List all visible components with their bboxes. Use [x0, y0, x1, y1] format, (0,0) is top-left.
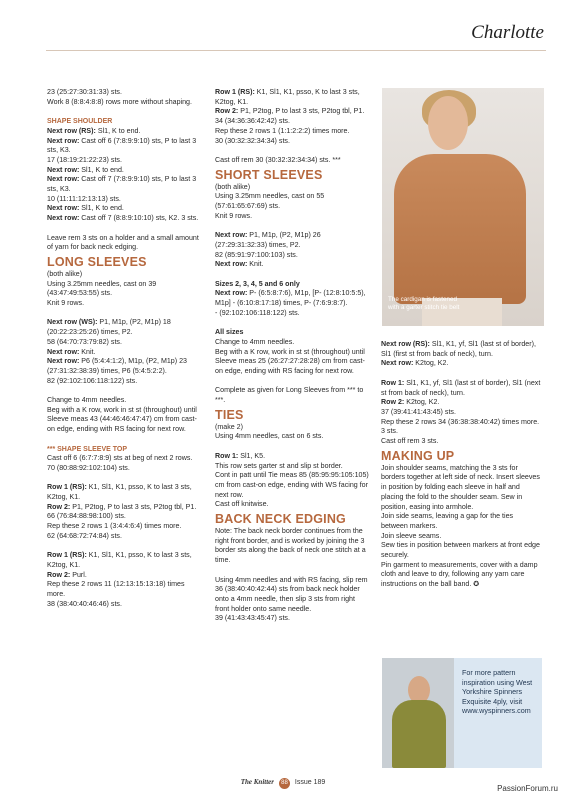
instruction-text: P- (6:5:8:7:6), M1p, [P- (12:8:10:5:5), M1p] - (6:10:8:17:18) times, P- (7:6:9:8:7).: [215, 289, 366, 308]
instruction-line: [47, 270, 199, 280]
spacer: [215, 318, 370, 328]
instruction-label: Next row:: [215, 231, 248, 240]
instruction-line: [47, 127, 199, 137]
instruction-text: Using 4mm needles, cast on 6 sts.: [215, 432, 324, 441]
instruction-line: [47, 280, 199, 299]
promo-text: For more pattern inspiration using West Yorkshire Spinners Exquisite 4ply, visit www.wyspinners.com: [462, 668, 533, 716]
instruction-line: [47, 396, 199, 406]
instruction-text: 34 (34:36:36:42:42) sts.: [215, 117, 290, 126]
footer-magazine: The Knitter: [240, 778, 274, 786]
instruction-line: [381, 418, 541, 437]
instruction-label: Next row:: [47, 165, 80, 174]
instruction-text: Cast off 6 (6:7:7:8:9) sts at beg of next 2 rows.: [47, 454, 193, 463]
promo-thumbnail: [382, 658, 454, 768]
instruction-text: P1, P2tog, P to last 3 sts, P2tog tbl, P1.: [238, 107, 365, 116]
instruction-text: Knit.: [79, 347, 96, 356]
instruction-line: [215, 212, 370, 222]
column-2: [215, 88, 370, 624]
instruction-text: K1, Sl1, K1, psso, K to last 3 sts, K2tog, K1.: [47, 483, 192, 502]
instruction-text: Knit 9 rows.: [215, 211, 253, 220]
instruction-text: Join sleeve seams.: [381, 531, 442, 540]
instruction-line: [47, 580, 199, 599]
section-heading: MAKING UP: [381, 448, 455, 463]
photo-caption: The cardigan is fastened with a garter stitch tie belt: [388, 296, 460, 311]
section-heading: LONG SLEEVES: [47, 254, 147, 269]
instruction-line: [215, 289, 370, 308]
instruction-line: [47, 551, 199, 570]
instruction-text: This row sets garter st and slip st border.: [215, 461, 343, 470]
instruction-line: [215, 471, 370, 500]
instruction-label: Row 2:: [215, 107, 239, 116]
instruction-label: Row 2:: [47, 502, 71, 511]
instruction-line: [47, 88, 199, 98]
instruction-label: Next row:: [215, 260, 248, 269]
instruction-text: Leave rem 3 sts on a holder and a small amount of yarn for back neck edging.: [47, 233, 199, 252]
instruction-line: [47, 234, 199, 253]
instruction-label: Row 1 (RS):: [47, 483, 87, 492]
instruction-line: [47, 512, 199, 522]
instruction-text: 82 (85:91:97:100:103) sts.: [215, 250, 298, 259]
instruction-text: 58 (64:70:73:79:82) sts.: [47, 337, 122, 346]
instruction-text: Cast off 6 (7:8:9:9:10) sts, P to last 3 sts, K3.: [47, 136, 197, 155]
instruction-line: [215, 500, 370, 510]
instruction-line: [215, 192, 370, 211]
instruction-label: Next row (WS):: [47, 318, 98, 327]
instruction-label: Row 1 (RS):: [215, 88, 255, 96]
instruction-line: [215, 527, 370, 566]
spacer: [47, 435, 199, 445]
page-header-title: Charlotte: [471, 22, 544, 43]
instruction-line: [47, 195, 199, 205]
instruction-line: [215, 280, 370, 290]
spacer: [47, 224, 199, 234]
instruction-text: K2tog, K2.: [413, 359, 449, 368]
spacer: [215, 270, 370, 280]
instruction-text: - (92:102:106:118:122) sts.: [215, 308, 300, 317]
spacer: [47, 542, 199, 552]
instruction-label: Next row:: [381, 359, 414, 368]
subsection-heading: SHAPE SHOULDER: [47, 118, 113, 126]
instruction-line: [381, 398, 541, 408]
instruction-line: [215, 386, 370, 405]
instruction-line: [215, 231, 370, 250]
instruction-text: Cast off rem 30 (30:32:32:34:34) sts. ***: [215, 155, 341, 164]
instruction-line: [47, 464, 199, 474]
spacer: [47, 386, 199, 396]
instruction-line: [47, 483, 199, 502]
header-rule: [46, 50, 546, 51]
spacer: [381, 369, 541, 379]
cardigan-photo: [382, 88, 544, 326]
instruction-text: Knit.: [247, 260, 264, 269]
instruction-label: Next row:: [47, 175, 80, 184]
promo-box: [382, 658, 542, 768]
instruction-line: [215, 137, 370, 147]
spacer: [215, 566, 370, 576]
instruction-line: [381, 379, 541, 398]
instruction-text: (make 2): [215, 422, 243, 431]
instruction-text: Cont in patt until Tie meas 85 (85:95:95:105:105) cm from cast-on edge, ending with WS facing for next row.: [215, 471, 369, 499]
instruction-label: Next row:: [215, 289, 248, 298]
instruction-line: [215, 462, 370, 472]
instruction-line: [47, 377, 199, 387]
promo-thumb-jumper: [392, 700, 446, 768]
instruction-text: Beg with a K row, work in st st (throughout) until Sleeve meas 43 (44:46:46:47:47) cm from cast-on edge, ending with RS facing for next row.: [47, 405, 197, 434]
instruction-line: [47, 318, 199, 337]
instruction-line: [47, 214, 199, 224]
instruction-text: 37 (39:41:41:43:45) sts.: [381, 407, 456, 416]
instruction-line: [381, 512, 541, 531]
instruction-text: Sl1, K1, yf, Sl1 (last st of border), Sl1 (first st from back of neck), turn.: [381, 340, 536, 358]
instruction-text: Join side seams, leaving a gap for the ties between markers.: [381, 512, 514, 530]
instruction-text: K1, Sl1, K1, psso, K to last 3 sts, K2tog, K1.: [47, 551, 192, 569]
photo-head: [428, 96, 468, 150]
instruction-text: 38 (38:40:40:46:46) sts.: [47, 599, 122, 608]
instruction-label: Next row:: [47, 136, 80, 145]
instruction-line: [215, 117, 370, 127]
subsection-heading: *** SHAPE SLEEVE TOP: [47, 445, 128, 453]
instruction-label: Row 1:: [215, 451, 239, 460]
instruction-line: [215, 251, 370, 261]
instruction-text: Rep these 2 rows 1 (3:4:4:6:4) times more.: [47, 522, 182, 531]
instruction-line: [47, 98, 199, 108]
instruction-line: [47, 406, 199, 435]
instruction-text: K1, Sl1, K1, psso, K to last 3 sts, K2tog, K1.: [215, 88, 360, 106]
instruction-line: [381, 359, 541, 369]
instruction-text: Change to 4mm needles.: [47, 396, 127, 405]
instruction-text: P1, P2tog, P to last 3 sts, P2tog tbl, P1.: [70, 502, 197, 511]
instruction-text: Purl.: [70, 570, 87, 579]
instruction-line: [47, 166, 199, 176]
instruction-text: 82 (92:102:106:118:122) sts.: [47, 376, 138, 385]
instruction-text: Work 8 (8:8:4:8:8) rows more without shaping.: [47, 97, 192, 106]
instruction-line: [215, 107, 370, 117]
instruction-text: K2tog, K2.: [404, 398, 440, 407]
instruction-text: (both alike): [47, 269, 83, 278]
spacer: [47, 107, 199, 117]
instruction-text: Complete as given for Long Sleeves from *** to ***.: [215, 386, 364, 405]
instruction-line: [215, 309, 370, 319]
section-heading: TIES: [215, 407, 244, 422]
column-1: [47, 88, 199, 609]
instruction-line: [215, 88, 370, 107]
instruction-line: [47, 532, 199, 542]
instruction-line: [381, 408, 541, 418]
instruction-label: Next row:: [47, 204, 80, 213]
instruction-line: [215, 423, 370, 433]
instruction-text: Sl1, K5.: [238, 451, 266, 460]
instruction-text: P6 (5:4:4:1:2), M1p, (P2, M1p) 23 (27:31:32:38:39) times, P6 (5:4:5:2:2).: [47, 357, 187, 375]
instruction-text: 10 (11:11:12:13:13) sts.: [47, 194, 121, 203]
instruction-line: [215, 452, 370, 462]
instruction-label: Row 2:: [381, 398, 405, 407]
instruction-text: Note: The back neck border continues from the right front border, and is worked by joining the 3 border sts along the back of neck one stitch at a time.: [215, 527, 366, 565]
instruction-text: 70 (80:88:92:102:104) sts.: [47, 463, 130, 472]
instruction-line: [47, 503, 199, 513]
instruction-line: [381, 340, 541, 359]
instruction-line: [215, 348, 370, 377]
instruction-label: Sizes 2, 3, 4, 5 and 6 only: [215, 279, 300, 288]
instruction-label: Row 1:: [381, 378, 405, 387]
instruction-text: Using 3.25mm needles, cast on 39 (43:47:49:53:55) sts.: [47, 279, 157, 298]
instruction-label: Next row:: [47, 214, 80, 223]
spacer: [47, 309, 199, 319]
instruction-text: Cast off 7 (7:8:9:9:10) sts, P to last 3 sts, K3.: [47, 175, 197, 194]
instruction-line: [47, 137, 199, 156]
instruction-text: (both alike): [215, 182, 251, 191]
instruction-line: [47, 571, 199, 581]
instruction-text: Rep these 2 rows 1 (1:1:2:2:2) times more.: [215, 126, 350, 135]
watermark: PassionForum.ru: [497, 784, 558, 793]
instruction-text: Pin garment to measurements, cover with a damp cloth and leave to dry, following any yarn care instructions on the ball band. ✪: [381, 560, 538, 589]
instruction-line: [47, 600, 199, 610]
instruction-text: Sl1, K to end.: [79, 204, 124, 213]
instruction-text: 62 (64:68:72:74:84) sts.: [47, 531, 122, 540]
instruction-line: [215, 338, 370, 348]
instruction-label: Next row:: [47, 347, 80, 356]
instruction-text: Cast off 7 (8:8:9:10:10) sts, K2. 3 sts.: [79, 214, 199, 223]
instruction-text: Change to 4mm needles.: [215, 337, 295, 346]
instruction-text: Sl1, K to end.: [95, 126, 141, 135]
spacer: [215, 442, 370, 452]
instruction-line: [47, 338, 199, 348]
column-3: [381, 340, 541, 590]
photo-cardigan: [394, 154, 526, 304]
footer-page-number: 88: [279, 778, 290, 789]
instruction-line: [47, 175, 199, 194]
instruction-line: [215, 432, 370, 442]
instruction-text: Sew ties in position between markers at front edge securely.: [381, 541, 540, 560]
instruction-line: [215, 260, 370, 270]
instruction-line: [381, 464, 541, 513]
instruction-text: Knit 9 rows.: [47, 299, 85, 308]
instruction-line: [47, 156, 199, 166]
instruction-text: Using 4mm needles and with RS facing, slip rem 36 (38:40:40:42:44) sts from back neck holder onto a 4mm needle, then slip 3 sts from right front holder onto same needle.: [215, 575, 368, 613]
instruction-text: Rep these 2 rows 11 (12:13:15:13:18) times more.: [47, 580, 185, 599]
instruction-line: [47, 357, 199, 376]
spacer: [215, 146, 370, 156]
instruction-text: 30 (30:32:32:34:34) sts.: [215, 136, 290, 145]
instruction-line: [215, 183, 370, 193]
instruction-text: P1, M1p, (P2, M1p) 18 (20:22:23:25:26) times, P2.: [47, 318, 171, 337]
spacer: [215, 377, 370, 387]
instruction-label: Next row (RS):: [381, 340, 430, 348]
instruction-label: Next row:: [47, 357, 80, 366]
instruction-line: [215, 576, 370, 615]
instruction-line: [47, 299, 199, 309]
instruction-text: Join shoulder seams, matching the 3 sts for borders together at left side of neck. Insert sleeves in position by folding each sleeve in half and placing the fold to the shoulder seam. Sew in position, easing into armhole.: [381, 463, 540, 511]
instruction-line: [47, 204, 199, 214]
instruction-text: P1, M1p, (P2, M1p) 26 (27:29:31:32:33) times, P2.: [215, 231, 321, 249]
instruction-text: 39 (41:43:43:45:47) sts.: [215, 614, 290, 623]
instruction-line: [381, 437, 541, 447]
instruction-text: 23 (25:27:30:31:33) sts.: [47, 88, 122, 96]
instruction-label: All sizes: [215, 328, 244, 337]
instruction-label: Next row (RS):: [47, 126, 96, 135]
instruction-line: [215, 156, 370, 166]
page-footer: [0, 778, 566, 789]
instruction-text: 17 (18:19:21:22:23) sts.: [47, 155, 122, 164]
instruction-label: Row 2:: [47, 570, 71, 579]
section-heading: SHORT SLEEVES: [215, 167, 323, 182]
instruction-line: [47, 454, 199, 464]
instruction-line: [47, 522, 199, 532]
instruction-line: [215, 614, 370, 624]
footer-issue: Issue 189: [294, 779, 326, 786]
section-heading: BACK NECK EDGING: [215, 512, 346, 527]
instruction-line: [47, 348, 199, 358]
instruction-text: Sl1, K1, yf, Sl1 (last st of border), Sl1 (next st from back of neck), turn.: [381, 378, 541, 397]
spacer: [215, 221, 370, 231]
instruction-text: Sl1, K to end.: [79, 165, 124, 174]
instruction-line: [215, 127, 370, 137]
instruction-text: 66 (76:84:88:98:100) sts.: [47, 512, 126, 521]
spacer: [47, 474, 199, 484]
instruction-line: [381, 541, 541, 560]
instruction-text: Rep these 2 rows 34 (36:38:38:40:42) times more. 3 sts.: [381, 417, 540, 436]
instruction-text: Cast off knitwise.: [215, 500, 269, 509]
instruction-text: Cast off rem 3 sts.: [381, 437, 439, 446]
instruction-label: Row 1 (RS):: [47, 551, 87, 560]
instruction-line: [215, 328, 370, 338]
instruction-line: [381, 532, 541, 542]
instruction-text: Using 3.25mm needles, cast on 55 (57:61:65:67:69) sts.: [215, 192, 325, 211]
instruction-text: Beg with a K row, work in st st (throughout) until Sleeve meas 25 (26:27:27:28:28) cm from cast-on edge, ending with RS facing for next row.: [215, 347, 365, 375]
instruction-line: [381, 561, 541, 590]
